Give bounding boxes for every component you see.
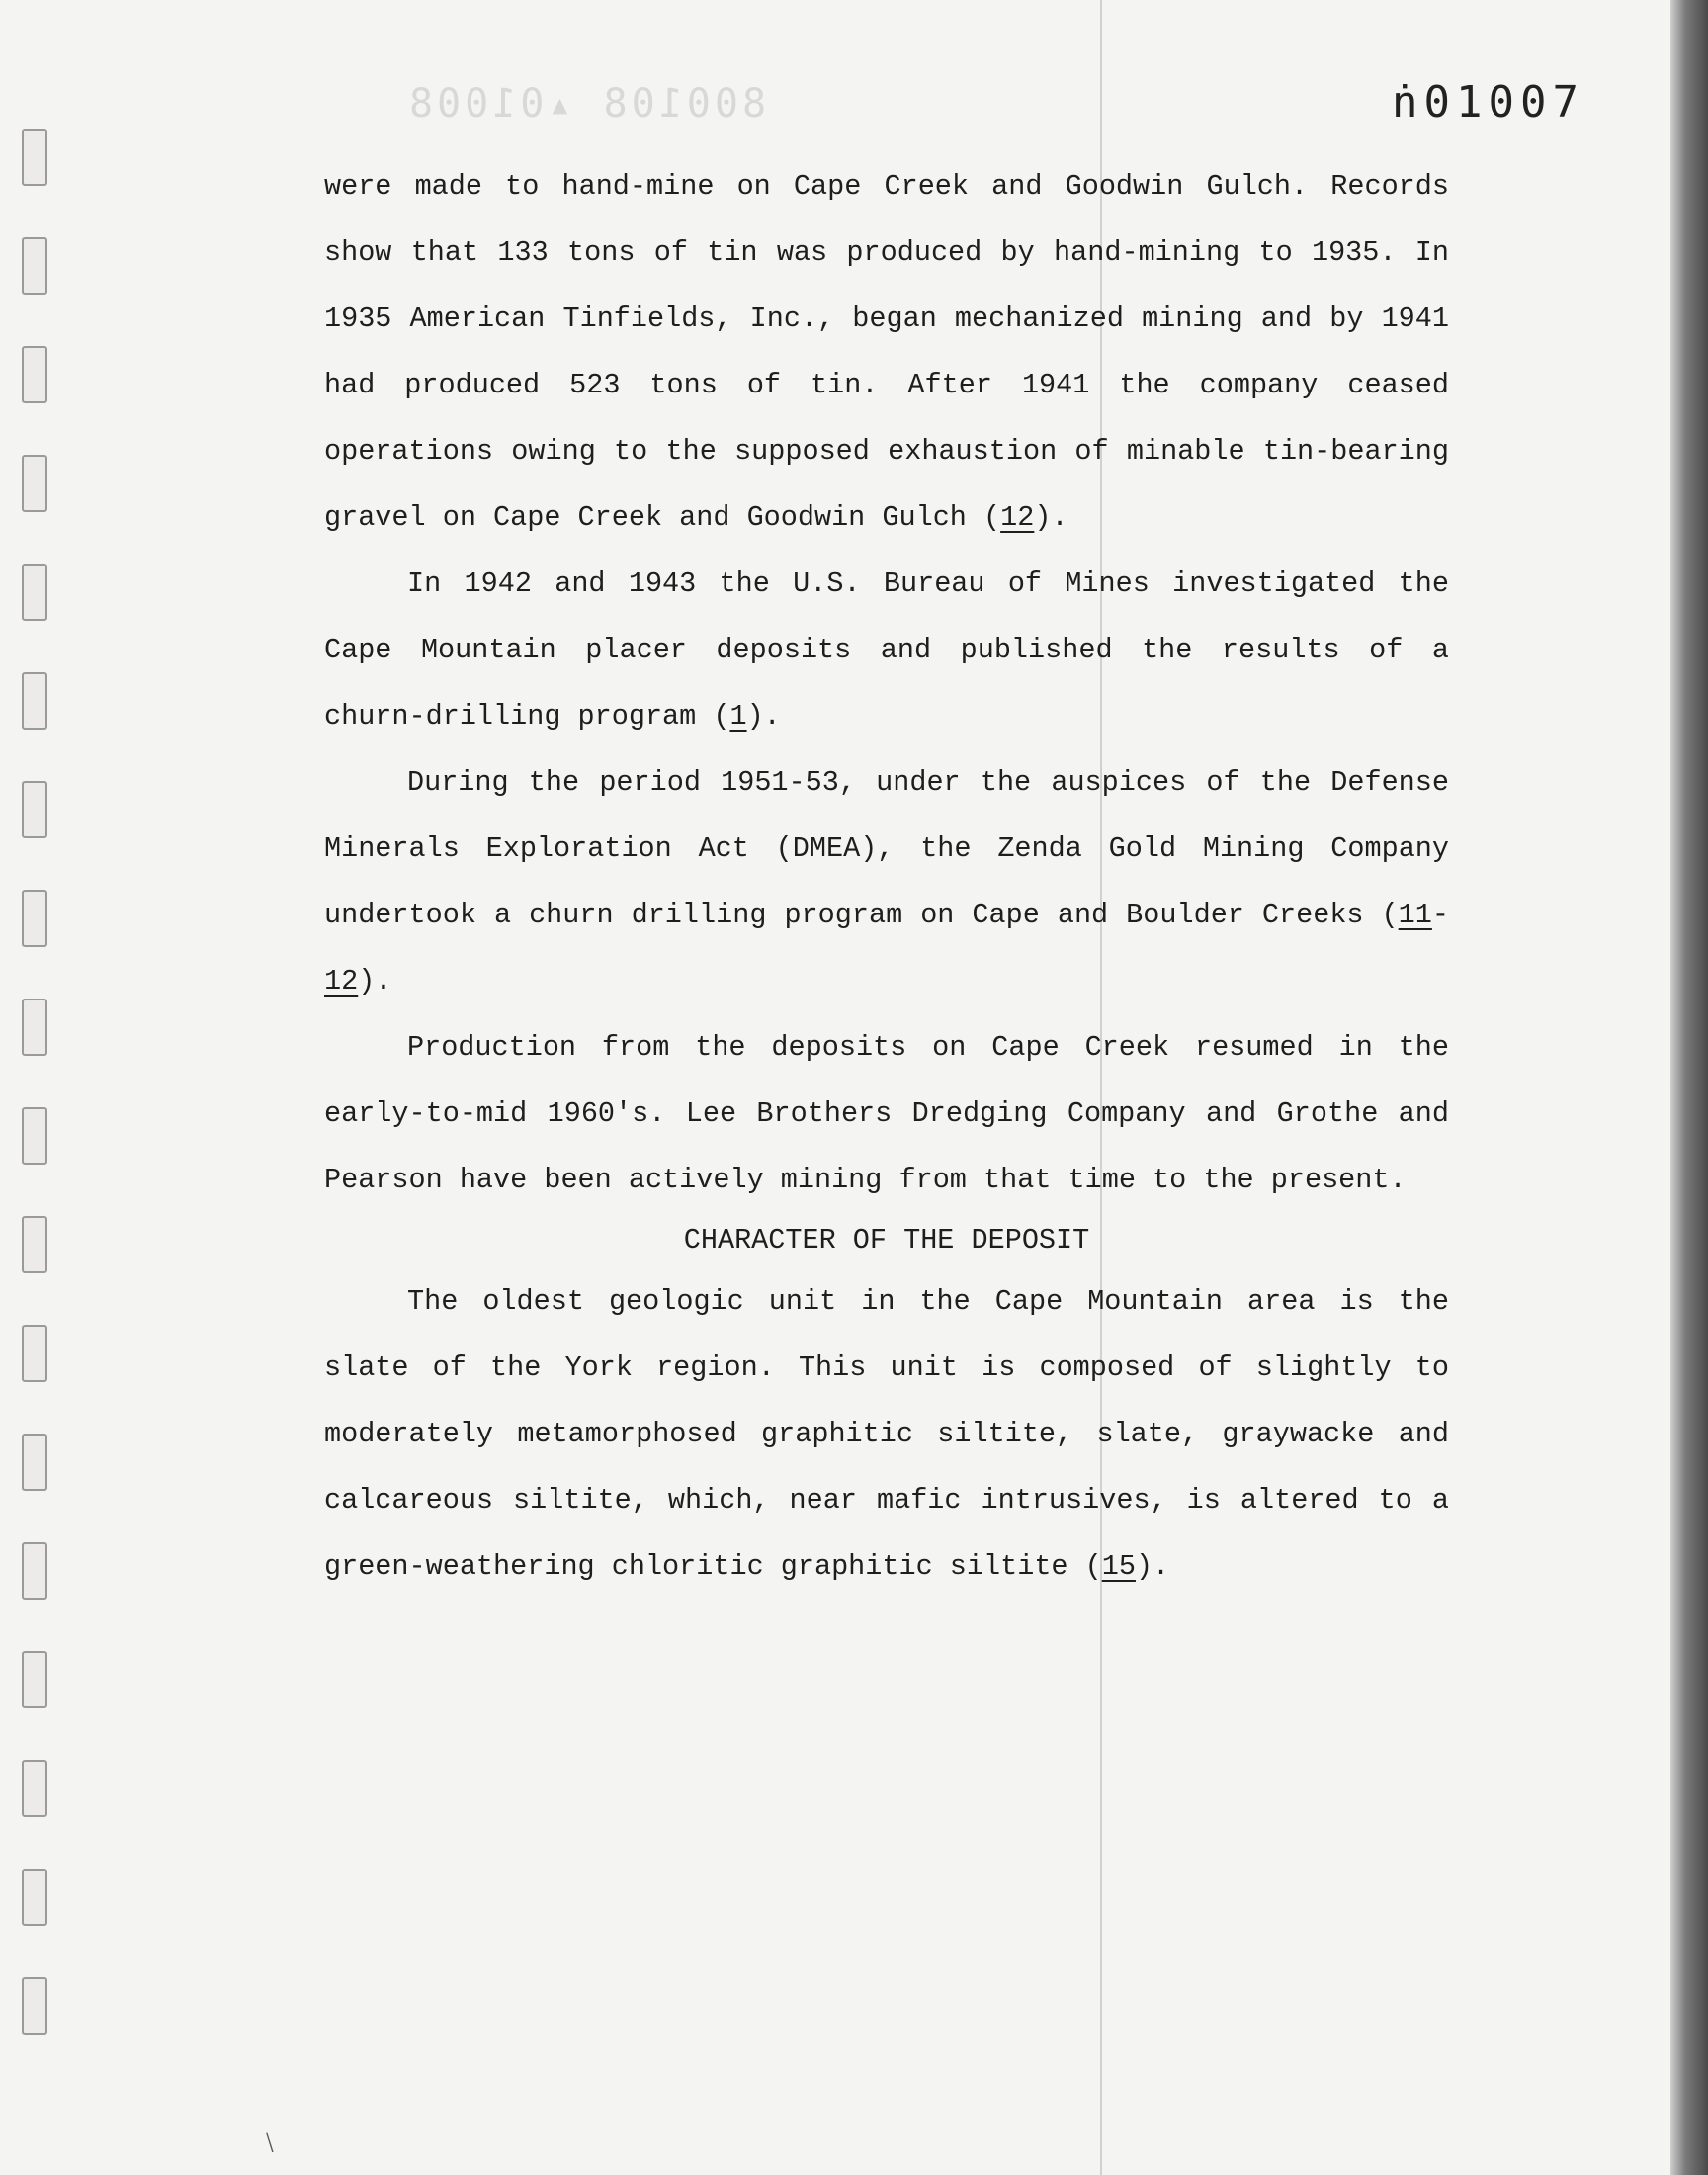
stray-pen-mark: ﹨ [255,2124,285,2158]
section-heading: CHARACTER OF THE DEPOSIT [683,1224,1090,1257]
binder-hole-icon [22,1869,47,1926]
binder-hole-icon [22,346,47,403]
binder-hole-icon [22,1434,47,1491]
paragraph: During the period 1951-53, under the auspices of the Defense Minerals Exploration Act (DMEA), the Zenda Gold Mining Company undertook a churn drilling program on Cape and Boulder Creeks (11-12). [324,766,1449,998]
binder-hole-icon [22,1107,47,1165]
binder-holes [22,129,51,2066]
binder-hole-icon [22,1216,47,1273]
reference-link: 1 [729,700,747,733]
binder-hole-icon [22,1542,47,1600]
reference-link: 12 [1000,501,1035,534]
body-text [324,153,1449,1600]
binder-hole-icon [22,129,47,186]
binder-hole-icon [22,672,47,730]
binder-hole-icon [22,1977,47,2035]
binder-hole-icon [22,455,47,512]
scan-edge-shadow [1670,0,1708,2175]
paragraph-continued: were made to hand-mine on Cape Creek and Goodwin Gulch. Records show that 133 tons of tin was produced by hand-mining to 1935. In 1935 American Tinfields, Inc., began mechanized mining and by 1941 had produced 523 tons of tin. After 1941 the company ceased operations owing to the supposed exhaustion of minable tin-bearing gravel on Cape Creek and Goodwin Gulch (12). [324,170,1449,534]
binder-hole-icon [22,1651,47,1708]
paragraph: In 1942 and 1943 the U.S. Bureau of Mines investigated the Cape Mountain placer deposits and published the results of a churn-drilling program (1). [324,567,1449,733]
binder-hole-icon [22,564,47,621]
binder-hole-icon [22,890,47,947]
binder-hole-icon [22,999,47,1056]
bleed-through-stamp: 800108 ▴01008 [405,81,767,127]
binder-hole-icon [22,1325,47,1382]
binder-hole-icon [22,1760,47,1817]
page-stamp-prefix: ṅ [1392,77,1424,128]
page-stamp [1392,77,1584,128]
page-stamp-number: 01007 [1423,77,1584,128]
reference-link: 12 [324,965,359,998]
binder-hole-icon [22,781,47,838]
paragraph: Production from the deposits on Cape Creek resumed in the early-to-mid 1960's. Lee Brothers Dredging Company and Grothe and Pearson have been actively mining from that time to the present. [324,1031,1449,1196]
paragraph: The oldest geologic unit in the Cape Mountain area is the slate of the York region. This unit is composed of slightly to moderately metamorphosed graphitic siltite, slate, graywacke and calcareous siltite, which, near mafic intrusives, is altered to a green-weathering chloritic graphitic siltite (15). [324,1285,1449,1583]
reference-link: 11 [1398,899,1432,931]
binder-hole-icon [22,237,47,295]
reference-link: 15 [1101,1550,1136,1583]
